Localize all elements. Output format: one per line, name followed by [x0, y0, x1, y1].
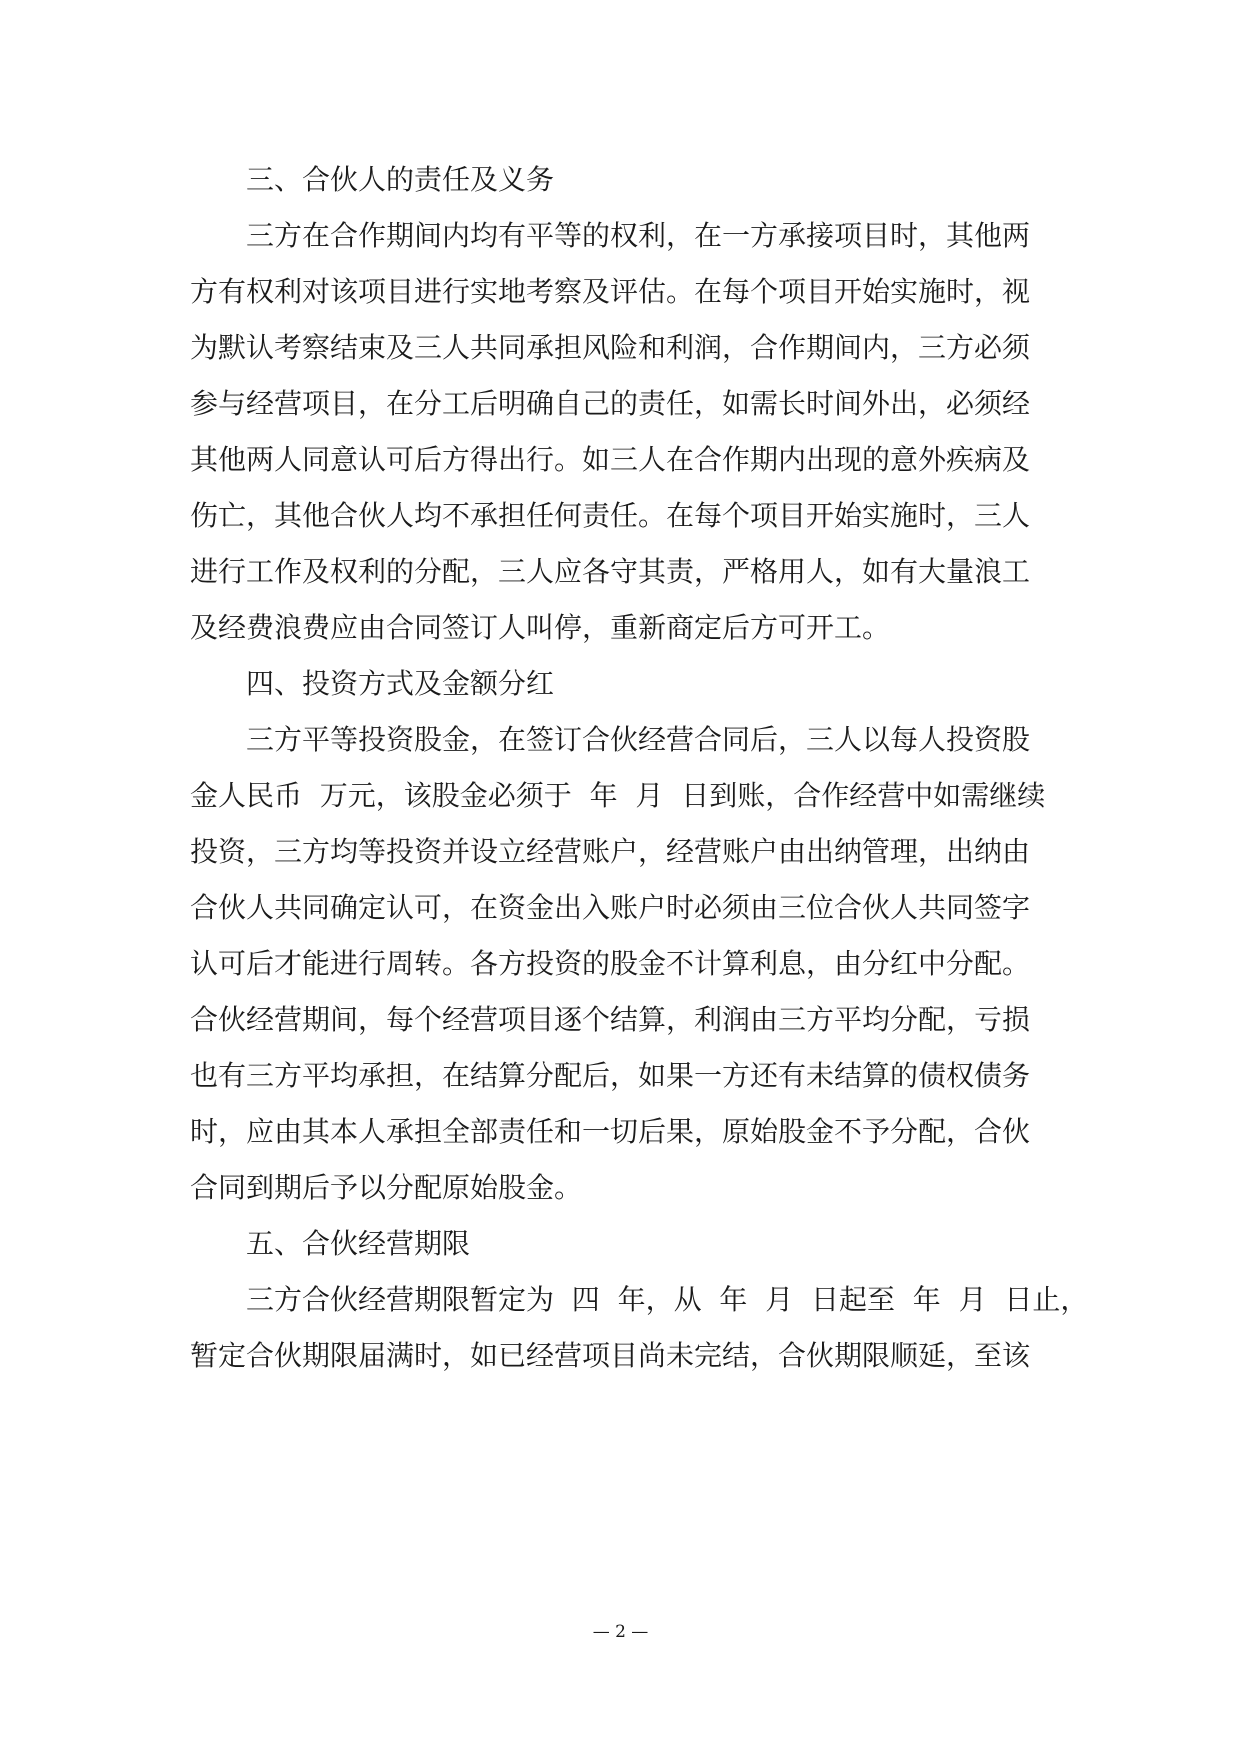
paragraph-line: 合伙人共同确定认可，在资金出入账户时必须由三位合伙人共同签字 [190, 891, 1031, 924]
paragraph-line: 认可后才能进行周转。各方投资的股金不计算利息，由分红中分配。 [190, 947, 1031, 980]
paragraph-line: 方有权利对该项目进行实地考察及评估。在每个项目开始实施时，视 [190, 275, 1031, 308]
paragraph-line: 伤亡，其他合伙人均不承担任何责任。在每个项目开始实施时，三人 [190, 499, 1031, 532]
paragraph-line: 暂定合伙期限届满时，如已经营项目尚未完结，合伙期限顺延，至该 [190, 1339, 1031, 1372]
paragraph-line: 合伙经营期间，每个经营项目逐个结算，利润由三方平均分配，亏损 [190, 1003, 1031, 1036]
paragraph-line: 三方合伙经营期限暂定为 四 年，从 年 月 日起至 年 月 日止， [246, 1283, 1089, 1316]
paragraph-line: 三方在合作期间内均有平等的权利，在一方承接项目时，其他两 [246, 219, 1031, 252]
paragraph-line: 其他两人同意认可后方得出行。如三人在合作期内出现的意外疾病及 [190, 443, 1031, 476]
section-heading-5: 五、合伙经营期限 [246, 1227, 471, 1260]
section-heading-4: 四、投资方式及金额分红 [246, 667, 555, 700]
paragraph-line: 为默认考察结束及三人共同承担风险和利润，合作期间内，三方必须 [190, 331, 1031, 364]
paragraph-line: 也有三方平均承担，在结算分配后，如果一方还有未结算的债权债务 [190, 1059, 1031, 1092]
section-heading-3: 三、合伙人的责任及义务 [246, 163, 555, 196]
page-number: — 2 — [592, 1622, 649, 1642]
paragraph-line: 时，应由其本人承担全部责任和一切后果，原始股金不予分配，合伙 [190, 1115, 1031, 1148]
paragraph-line: 合同到期后予以分配原始股金。 [190, 1171, 583, 1204]
paragraph-line: 进行工作及权利的分配，三人应各守其责，严格用人，如有大量浪工 [190, 555, 1031, 588]
paragraph-line: 投资，三方均等投资并设立经营账户，经营账户由出纳管理，出纳由 [190, 835, 1031, 868]
paragraph-line: 参与经营项目，在分工后明确自己的责任，如需长时间外出，必须经 [190, 387, 1031, 420]
paragraph-line: 三方平等投资股金，在签订合伙经营合同后，三人以每人投资股 [246, 723, 1031, 756]
paragraph-line: 及经费浪费应由合同签订人叫停，重新商定后方可开工。 [190, 611, 891, 644]
paragraph-line: 金人民币 万元，该股金必须于 年 月 日到账，合作经营中如需继续 [190, 779, 1046, 812]
